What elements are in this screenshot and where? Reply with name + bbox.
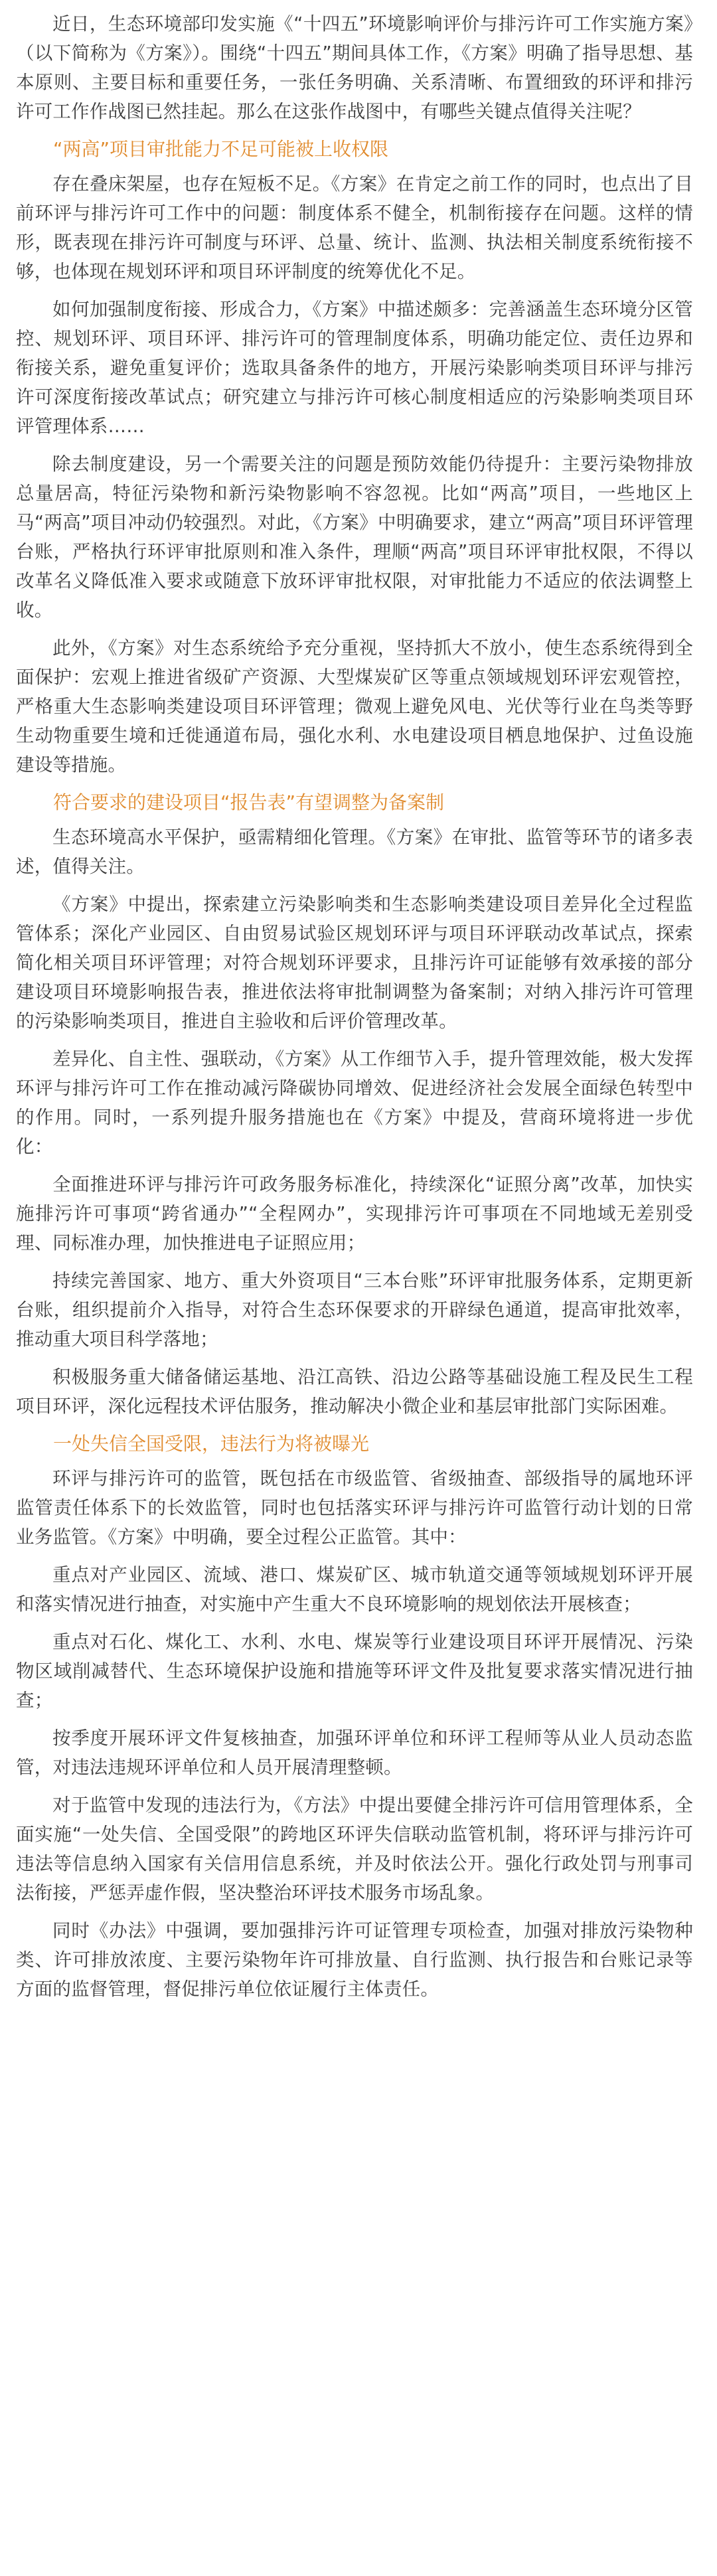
section-heading-report-form-filing: 符合要求的建设项目“报告表”有望调整为备案制 [53,791,445,813]
section1-paragraph: 此外，《方案》对生态系统给予充分重视，坚持抓大不放小，使生态系统得到全面保护：宏观上推进省级矿产资源、大型煤炭矿区等重点领域规划环评宏观管控，严格重大生态影响类建设项目环评管理；微观上避免风电、光伏等行业在鸟类等野生动物重要生境和迁徙通道布局，强化水利、水电建设项目栖息地保护、过鱼设施建设等措施。 [16,637,693,775]
section3-paragraph: 按季度开展环评文件复核抽查，加强环评单位和环评工程师等从业人员动态监管，对违法违规环评单位和人员开展清理整顿。 [16,1728,693,1778]
section-heading-two-high-projects: “两高”项目审批能力不足可能被上收权限 [53,138,389,160]
section2-paragraph: 持续完善国家、地方、重大外资项目“三本台账”环评审批服务体系，定期更新台账，组织提前介入指导，对符合生态环保要求的开辟绿色通道，提高审批效率，推动重大项目科学落地； [16,1270,693,1350]
section2-paragraph: 《方案》中提出，探索建立污染影响类和生态影响类建设项目差异化全过程监管体系；深化产业园区、自由贸易试验区规划环评与项目环评联动改革试点，探索简化相关项目环评管理；对符合规划环评要求，且排污许可证能够有效承接的部分建设项目环境影响报告表，推进依法将审批制调整为备案制；对纳入排污许可管理的污染影响类项目，推进自主验收和后评价管理改革。 [16,894,693,1032]
section3-paragraph: 重点对产业园区、流域、港口、煤炭矿区、城市轨道交通等领域规划环评开展和落实情况进行抽查，对实施中产生重大不良环境影响的规划依法开展核查； [16,1564,693,1615]
section2-paragraph: 积极服务重大储备储运基地、沿江高铁、沿边公路等基础设施工程及民生工程项目环评，深化远程技术评估服务，推动解决小微企业和基层审批部门实际困难。 [16,1366,693,1417]
section3-paragraph: 同时《办法》中强调，要加强排污许可证管理专项检查，加强对排放污染物种类、许可排放浓度、主要污染物年许可排放量、自行监测、执行报告和台账记录等方面的监督管理，督促排污单位依证履行主体责任。 [16,1920,693,2000]
section2-paragraph: 全面推进环评与排污许可政务服务标准化，持续深化“证照分离”改革，加快实施排污许可事项“跨省通办”“全程网办”，实现排污许可事项在不同地域无差别受理、同标准办理，加快推进电子证照应用； [16,1174,693,1253]
section1-paragraph: 除去制度建设，另一个需要关注的问题是预防效能仍待提升：主要污染物排放总量居高，特征污染物和新污染物影响不容忽视。比如“两高”项目，一些地区上马“两高”项目冲动仍较强烈。对此，《方案》中明确要求，建立“两高”项目环评管理台账，严格执行环评审批原则和准入条件，理顺“两高”项目环评审批权限，不得以改革名义降低准入要求或随意下放环评审批权限，对审批能力不适应的依法调整上收。 [16,453,693,621]
section2-paragraph: 差异化、自主性、强联动，《方案》从工作细节入手，提升管理效能，极大发挥环评与排污许可工作在推动减污降碳协同增效、促进经济社会发展全面绿色转型中的作用。同时，一系列提升服务措施也在《方案》中提及，营商环境将进一步优化： [16,1048,693,1157]
section2-paragraph: 生态环境高水平保护，亟需精细化管理。《方案》在审批、监管等环节的诸多表述，值得关注。 [16,827,693,877]
section3-paragraph: 环评与排污许可的监管，既包括在市级监管、省级抽查、部级指导的属地环评监管责任体系下的长效监管，同时也包括落实环评与排污许可监管行动计划的日常业务监管。《方案》中明确，要全过程公正监管。其中： [16,1468,693,1548]
section3-paragraph: 重点对石化、煤化工、水利、水电、煤炭等行业建设项目环评开展情况、污染物区域削减替代、生态环境保护设施和措施等环评文件及批复要求落实情况进行抽查； [16,1631,693,1711]
section3-paragraph: 对于监管中发现的违法行为，《方法》中提出要健全排污许可信用管理体系，全面实施“一处失信、全国受限”的跨地区环评失信联动监管机制，将环评与排污许可违法等信息纳入国家有关信用信息系统，并及时依法公开。强化行政处罚与刑事司法衔接，严惩弄虚作假，坚决整治环评技术服务市场乱象。 [16,1795,693,1903]
section1-paragraph: 如何加强制度衔接、形成合力，《方案》中描述颇多：完善涵盖生态环境分区管控、规划环评、项目环评、排污许可的管理制度体系，明确功能定位、责任边界和衔接关系，避免重复评价；选取具备条件的地方，开展污染影响类项目环评与排污许可深度衔接改革试点；研究建立与排污许可核心制度相适应的污染影响类项目环评管理体系…… [16,299,693,437]
intro-paragraph: 近日，生态环境部印发实施《“十四五”环境影响评价与排污许可工作实施方案》（以下简称为《方案》）。围绕“十四五”期间具体工作，《方案》明确了指导思想、基本原则、主要目标和重要任务，一张任务明确、关系清晰、布置细致的环评和排污许可工作作战图已然挂起。那么在这张作战图中，有哪些关键点值得关注呢？ [16,13,693,122]
section1-paragraph: 存在叠床架屋，也存在短板不足。《方案》在肯定之前工作的同时，也点出了目前环评与排污许可工作中的问题：制度体系不健全，机制衔接存在问题。这样的情形，既表现在排污许可制度与环评、总量、统计、监测、执法相关制度系统衔接不够，也体现在规划环评和项目环评制度的统筹优化不足。 [16,173,693,282]
section-heading-credit-penalty: 一处失信全国受限，违法行为将被曝光 [53,1433,370,1455]
